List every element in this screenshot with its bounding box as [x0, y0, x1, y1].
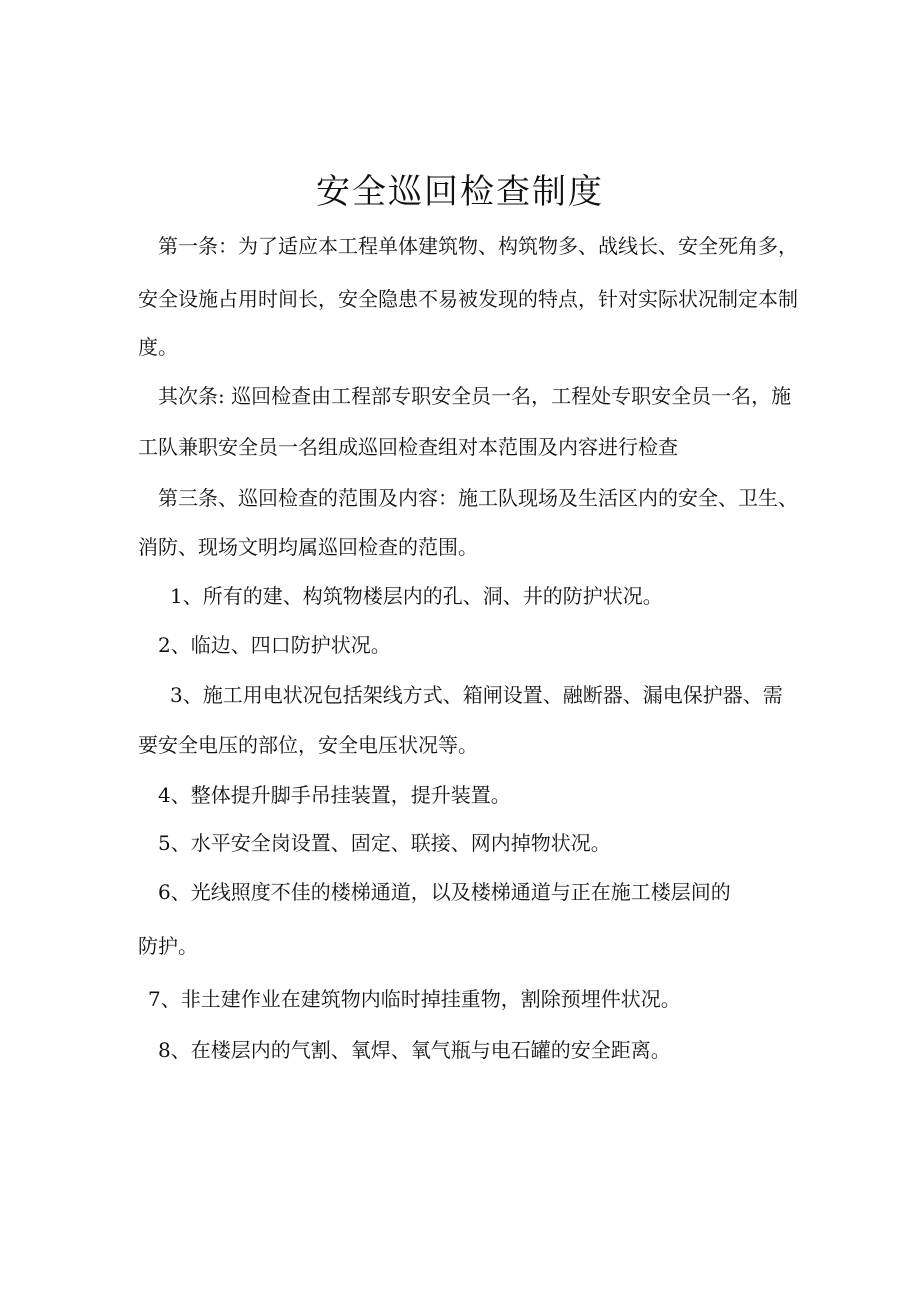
article-1-line-1: 第一条：为了适应本工程单体建筑物、构筑物多、战线长、安全死角多， — [158, 234, 798, 258]
item-5-line: 5、水平安全岗设置、固定、联接、网内掉物状况。 — [158, 831, 611, 855]
item-7-line: 7、非土建作业在建筑物内临时掉挂重物，割除预埋件状况。 — [148, 987, 681, 1011]
item-1-line: 1、所有的建、构筑物楼层内的孔、洞、井的防护状况。 — [170, 584, 663, 608]
article-3-line-1: 第三条、巡回检查的范围及内容：施工队现场及生活区内的安全、卫生、 — [158, 486, 798, 510]
item-6-line-1: 6、光线照度不佳的楼梯通道，以及楼梯通道与正在施工楼层间的 — [158, 880, 731, 904]
item-3-line-2: 要安全电压的部位，安全电压状况等。 — [138, 733, 478, 757]
item-6-line-2: 防护。 — [138, 934, 198, 958]
item-4-line: 4、整体提升脚手吊挂装置，提升装置。 — [158, 783, 511, 807]
article-3-line-2: 消防、现场文明均属巡回检查的范围。 — [138, 535, 478, 559]
article-1-line-3: 度。 — [138, 335, 178, 359]
article-2-line-2: 工队兼职安全员一名组成巡回检查组对本范围及内容进行检查 — [138, 435, 678, 459]
item-3-line-1: 3、施工用电状况包括架线方式、箱闸设置、融断器、漏电保护器、需 — [170, 683, 783, 707]
article-2-line-1: 其次条: 巡回检查由工程部专职安全员一名，工程处专职安全员一名，施 — [158, 384, 792, 408]
document-title: 安全巡回检查制度 — [316, 172, 604, 212]
item-2-line: 2、临边、四口防护状况。 — [158, 633, 391, 657]
article-1-line-2: 安全设施占用时间长，安全隐患不易被发现的特点，针对实际状况制定本制 — [138, 287, 798, 311]
item-8-line: 8、在楼层内的气割、氧焊、氧气瓶与电石罐的安全距离。 — [158, 1038, 671, 1062]
